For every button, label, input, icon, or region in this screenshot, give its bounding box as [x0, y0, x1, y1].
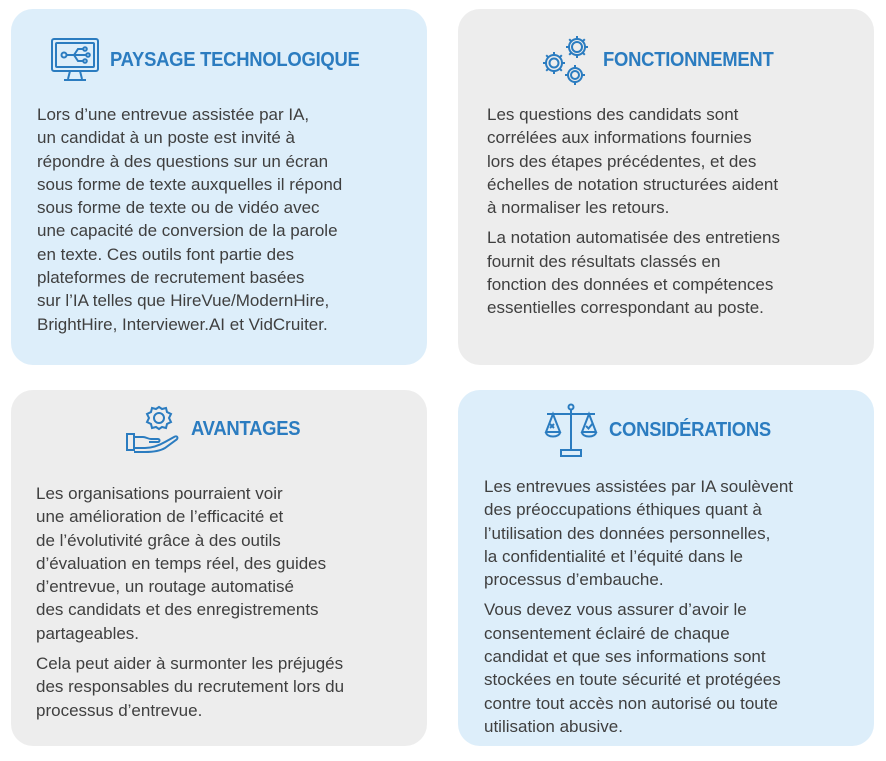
card-paragraph: Les entrevues assistées par IA soulèvent des préoccupations éthiques quant à l’utilisation des données personnelles, la confidentialité et l’équité dans le processus d’embauche.	[484, 477, 794, 590]
hand-award-icon	[125, 404, 181, 454]
card-paysage-technologique	[11, 9, 427, 365]
card-paragraph: Les organisations pourraient voir une amélioration de l’efficacité et de l’évolutivité grâce à des outils d’évaluation en temps réel, des guides d’entrevue, un routage automatisé des candidats et des enregistrements partageables.	[36, 484, 327, 643]
card-title: FONCTIONNEMENT	[603, 48, 774, 71]
card-body	[36, 482, 344, 729]
card-header	[458, 402, 874, 458]
card-title: AVANTAGES	[191, 417, 301, 440]
monitor-network-icon	[50, 37, 100, 83]
scales-icon	[543, 402, 599, 458]
card-paragraph: Les questions des candidats sont corrélées aux informations fournies lors des étapes précédentes, et des échelles de notation structurées aident à normaliser les retours.	[487, 105, 779, 218]
card-body	[487, 103, 780, 327]
card-body	[484, 475, 793, 745]
card-header	[11, 37, 427, 83]
card-title: PAYSAGE TECHNOLOGIQUE	[110, 48, 360, 71]
card-body	[37, 103, 342, 343]
card-paragraph: La notation automatisée des entretiens fournit des résultats classés en fonction des données et compétences essentielles correspondant au poste.	[487, 228, 780, 318]
card-header	[458, 33, 874, 87]
card-title: CONSIDÉRATIONS	[609, 418, 771, 441]
card-paragraph: Cela peut aider à surmonter les préjugés des responsables du recrutement lors du processus d’entrevue.	[36, 654, 345, 720]
card-paragraph: Vous devez vous assurer d’avoir le consentement éclairé de chaque candidat et que ses informations sont stockées en toute sécurité et protégées contre tout accès non autorisé ou toute utilisation abusive.	[484, 600, 781, 736]
card-fonctionnement	[458, 9, 874, 365]
card-considerations	[458, 390, 874, 746]
card-paragraph: Lors d’une entrevue assistée par IA, un candidat à un poste est invité à répondre à des questions sur un écran sous forme de texte auxquelles il répond sous forme de texte ou de vidéo avec une capacité de conversion de la parole en texte. Ces outils font partie des plateformes de recrutement basées sur l’IA telles que HireVue/ModernHire, BrightHire, Interviewer.AI et VidCruiter.	[37, 105, 343, 334]
card-header	[11, 404, 427, 454]
card-avantages	[11, 390, 427, 746]
gears-icon	[539, 33, 593, 87]
